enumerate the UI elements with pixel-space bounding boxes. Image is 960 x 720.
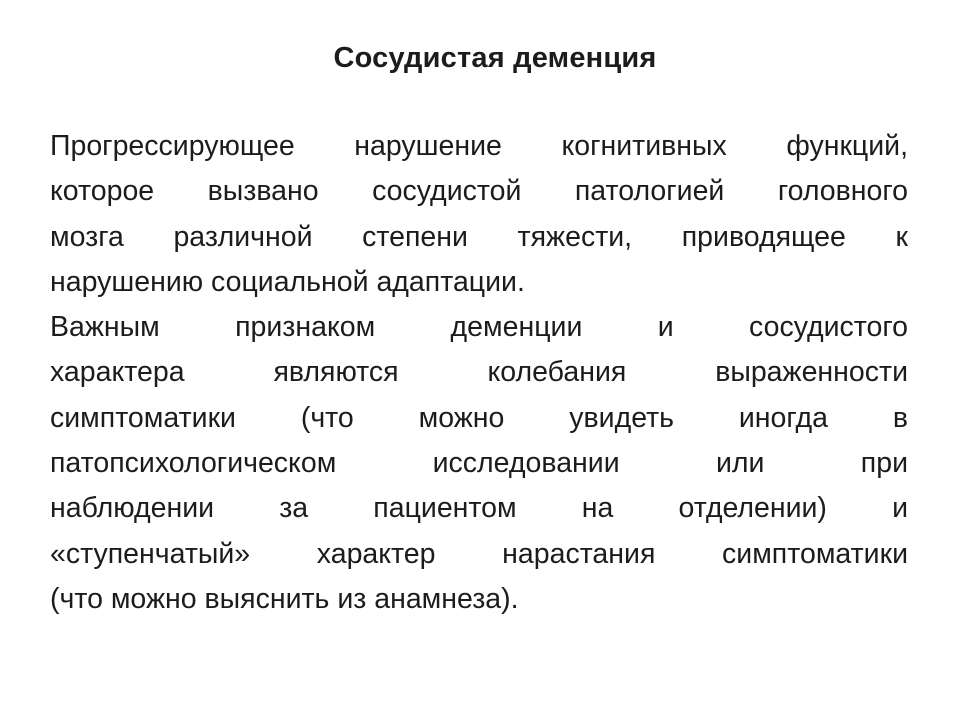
- text-line: характера являются колебания выраженности: [50, 356, 908, 389]
- slide-body: [50, 124, 908, 622]
- text-line: Прогрессирующее нарушение когнитивных функций,: [50, 130, 908, 162]
- slide-title: Сосудистая деменция: [333, 42, 657, 74]
- text-line: «ступенчатый» характер нарастания симптоматики: [50, 537, 908, 570]
- paragraph-signs: [50, 305, 908, 622]
- text-line: патопсихологическом исследовании или при: [50, 447, 908, 480]
- text-line: которое вызвано сосудистой патологией головного: [50, 175, 908, 208]
- text-line: нарушению социальной адаптации.: [50, 265, 525, 298]
- text-line: Важным признаком деменции и сосудистого: [50, 311, 908, 344]
- text-line: наблюдении за пациентом на отделении) и: [50, 492, 908, 525]
- text-line: симптоматики (что можно увидеть иногда в: [50, 401, 908, 434]
- paragraph-definition: [50, 124, 908, 305]
- text-line: (что можно выяснить из анамнеза).: [50, 582, 519, 615]
- text-line: мозга различной степени тяжести, приводящее к: [50, 220, 908, 253]
